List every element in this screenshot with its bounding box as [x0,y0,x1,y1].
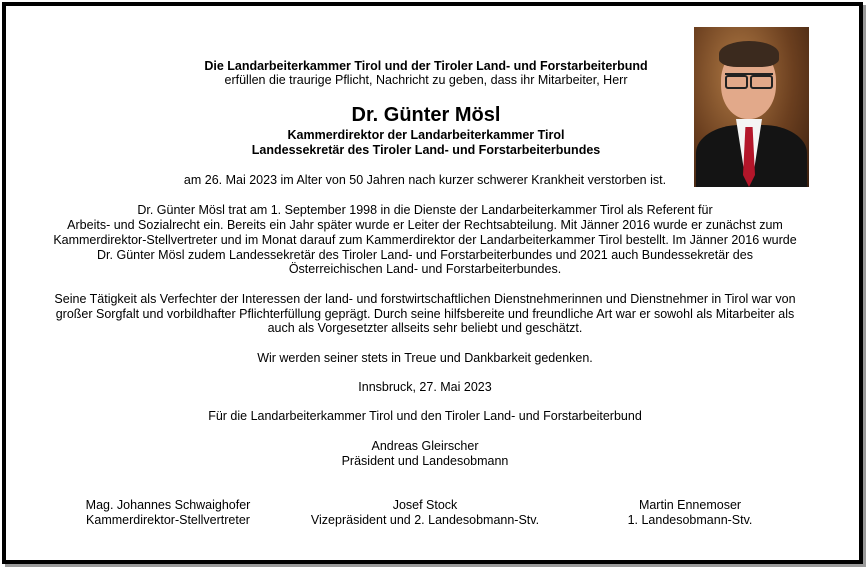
paragraph2-line-2: großer Sorgfalt und vorbildhafter Pflichterfüllung geprägt. Durch seine hilfsbereite und freundliche Art war er sowohl als Mitarbeiter als [55,307,795,321]
place-date: Innsbruck, 27. Mai 2023 [358,380,492,394]
title-line-1: Kammerdirektor der Landarbeiterkammer Tirol [287,128,565,142]
header-line-2: erfüllen die traurige Pflicht, Nachricht zu geben, dass ihr Mitarbeiter, Herr [224,73,628,87]
photo-hair [719,41,779,67]
on-behalf-line: Für die Landarbeiterkammer Tirol und den Tiroler Land- und Forstarbeiterbund [208,409,642,423]
paragraph1-line-1: Dr. Günter Mösl trat am 1. September 1998 in die Dienste der Landarbeiterkammer Tirol als Referent für [137,203,713,217]
title-line-2: Landessekretär des Tiroler Land- und Forstarbeiterbundes [251,143,601,157]
paragraph1-line-2: Arbeits- und Sozialrecht ein. Bereits ein Jahr später wurde er Leiter der Rechtsabteilung. Mit Jänner 2016 wurde er zunächst zum [67,218,783,232]
closing-line: Wir werden seiner stets in Treue und Dankbarkeit gedenken. [257,351,593,365]
paragraph1-line-5: Österreichischen Land- und Forstarbeiterbundes. [288,262,562,276]
signatory-1-role: Kammerdirektor-Stellvertreter [86,513,250,527]
photo-glasses [725,73,773,87]
signatory-3-role: 1. Landesobmann-Stv. [627,513,753,527]
signatory-2-name: Josef Stock [392,498,458,512]
signatory-2-role: Vizepräsident und 2. Landesobmann-Stv. [310,513,540,527]
paragraph1-line-3: Kammerdirektor-Stellvertreter und im Monat darauf zum Kammerdirektor der Landarbeiterkammer Tirol bestellt. Im Jänner 2016 wurde [53,233,797,247]
portrait-photo [694,27,809,187]
signatory-1-name: Mag. Johannes Schwaighofer [85,498,251,512]
death-line: am 26. Mai 2023 im Alter von 50 Jahren nach kurzer schwerer Krankheit verstorben ist. [183,173,667,187]
signatory-3-name: Martin Ennemoser [638,498,742,512]
header-line-1: Die Landarbeiterkammer Tirol und der Tiroler Land- und Forstarbeiterbund [204,59,648,73]
paragraph2-line-3: auch als Vorgesetzter allseits sehr beliebt und geschätzt. [267,321,583,335]
paragraph1-line-4: Dr. Günter Mösl zudem Landessekretär des Tiroler Land- und Forstarbeiterbundes und 2021 auch Bundessekretär des [97,248,753,262]
deceased-name: Dr. Günter Mösl [351,104,501,126]
paragraph2-line-1: Seine Tätigkeit als Verfechter der Interessen der land- und forstwirtschaftlichen Dienstnehmerinnen und Dienstnehmer in Tirol war von [54,292,796,306]
president-role: Präsident und Landesobmann [341,454,509,468]
president-name: Andreas Gleirscher [371,439,479,453]
